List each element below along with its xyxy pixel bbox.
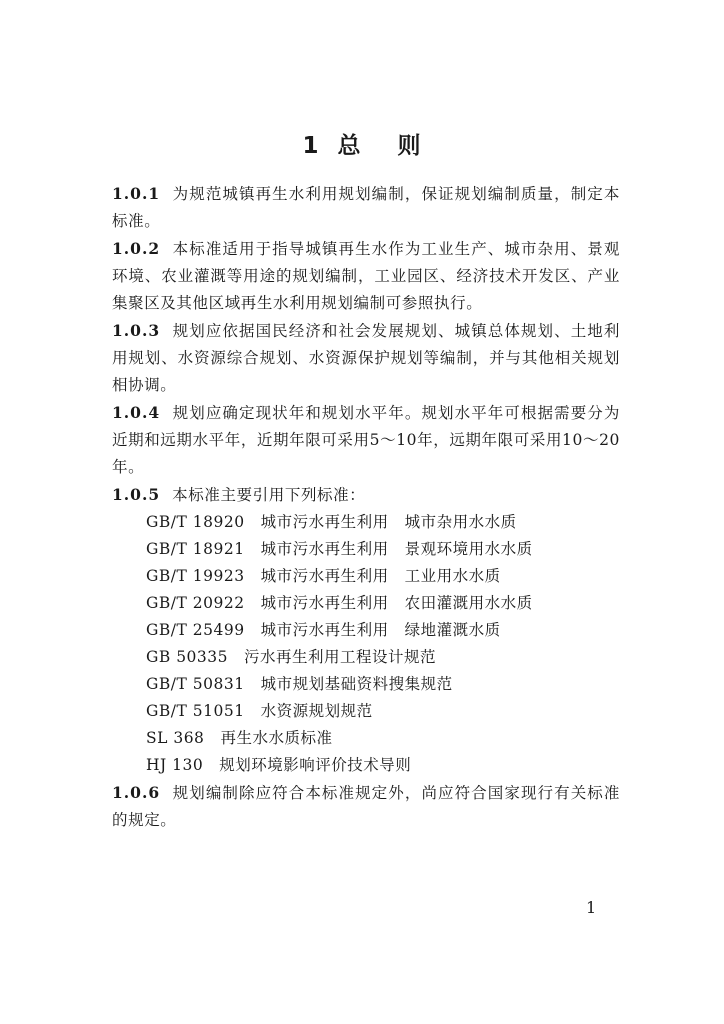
reference-name: 城市污水再生利用 农田灌溉用水水质 xyxy=(260,594,533,612)
chapter-number: 1 xyxy=(302,133,320,160)
reference-item xyxy=(112,536,620,563)
reference-code: GB/T 19923 xyxy=(146,567,245,585)
reference-name: 城市污水再生利用 绿地灌溉水质 xyxy=(260,621,501,639)
reference-name: 城市污水再生利用 城市杂用水水质 xyxy=(260,513,517,531)
reference-item xyxy=(112,617,620,644)
reference-code: GB/T 50831 xyxy=(146,675,245,693)
reference-item xyxy=(112,644,620,671)
chapter-title xyxy=(0,127,724,160)
clause-number: 1.0.4 xyxy=(112,403,161,422)
reference-name: 城市污水再生利用 工业用水水质 xyxy=(260,567,501,585)
chapter-body xyxy=(112,180,620,834)
reference-name: 污水再生利用工程设计规范 xyxy=(244,648,437,666)
reference-name: 城市规划基础资料搜集规范 xyxy=(260,675,453,693)
reference-code: SL 368 xyxy=(146,729,205,747)
chapter-title-char-1: 总 xyxy=(337,133,362,160)
reference-item xyxy=(112,563,620,590)
reference-code: GB 50335 xyxy=(146,648,229,666)
clause-1-0-4 xyxy=(112,399,620,481)
clause-text: 为规范城镇再生水利用规划编制，保证规划编制质量，制定本标准。 xyxy=(112,185,620,230)
reference-code: GB/T 51051 xyxy=(146,702,245,720)
reference-code: HJ 130 xyxy=(146,756,204,774)
page-number: 1 xyxy=(586,898,597,917)
chapter-title-char-2: 则 xyxy=(397,133,422,160)
clause-1-0-6 xyxy=(112,779,620,834)
clause-number: 1.0.6 xyxy=(112,783,161,802)
reference-standards-list xyxy=(112,509,620,779)
clause-text: 本标准主要引用下列标准： xyxy=(172,486,366,504)
clause-number: 1.0.5 xyxy=(112,485,161,504)
clause-number: 1.0.2 xyxy=(112,239,161,258)
reference-code: GB/T 20922 xyxy=(146,594,245,612)
reference-code: GB/T 25499 xyxy=(146,621,245,639)
clause-number: 1.0.1 xyxy=(112,184,161,203)
reference-item xyxy=(112,671,620,698)
clause-1-0-3 xyxy=(112,317,620,399)
reference-item xyxy=(112,590,620,617)
reference-item xyxy=(112,725,620,752)
clause-text: 规划应确定现状年和规划水平年。规划水平年可根据需要分为近期和远期水平年，近期年限可采用5～10年，远期年限可采用10～20年。 xyxy=(112,404,620,476)
clause-text: 本标准适用于指导城镇再生水作为工业生产、城市杂用、景观环境、农业灌溉等用途的规划编制，工业园区、经济技术开发区、产业集聚区及其他区域再生水利用规划编制可参照执行。 xyxy=(112,240,620,312)
reference-name: 水资源规划规范 xyxy=(260,702,373,720)
clause-1-0-1 xyxy=(112,180,620,235)
reference-code: GB/T 18920 xyxy=(146,513,245,531)
reference-name: 城市污水再生利用 景观环境用水水质 xyxy=(260,540,533,558)
clause-number: 1.0.3 xyxy=(112,321,161,340)
clause-1-0-5 xyxy=(112,481,620,509)
clause-text: 规划应依据国民经济和社会发展规划、城镇总体规划、土地利用规划、水资源综合规划、水资源保护规划等编制，并与其他相关规划相协调。 xyxy=(112,322,620,394)
clause-1-0-2 xyxy=(112,235,620,317)
reference-code: GB/T 18921 xyxy=(146,540,245,558)
reference-item xyxy=(112,698,620,725)
clause-text: 规划编制除应符合本标准规定外，尚应符合国家现行有关标准的规定。 xyxy=(112,784,620,829)
reference-name: 再生水水质标准 xyxy=(220,729,333,747)
reference-item xyxy=(112,509,620,536)
reference-item xyxy=(112,752,620,779)
reference-name: 规划环境影响评价技术导则 xyxy=(219,756,412,774)
